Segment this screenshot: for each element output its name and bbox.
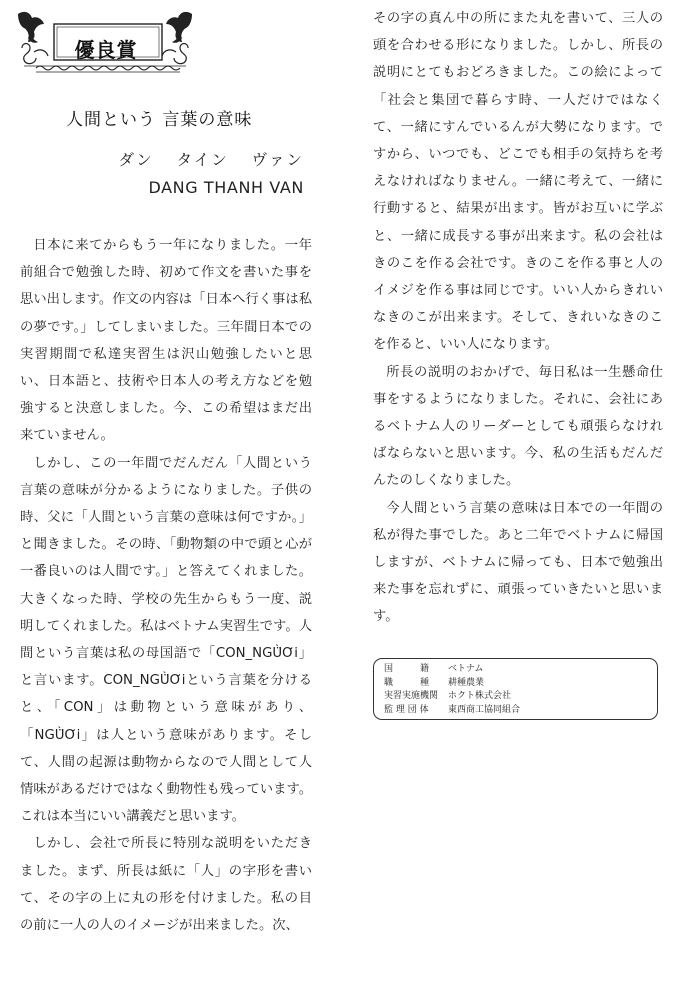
author-info-box: [373, 658, 658, 720]
left-column: [20, 232, 312, 939]
essay-title: 人間という 言葉の意味: [66, 110, 253, 130]
info-label: 国 籍: [384, 664, 430, 674]
award-label: 優良賞: [74, 38, 138, 62]
info-value: ホクト株式会社: [448, 691, 512, 701]
dove-left-icon: [18, 12, 44, 43]
info-row-nationality: [384, 663, 647, 677]
info-value: 耕種農業: [448, 677, 485, 688]
info-row-training-org: [384, 690, 647, 704]
info-label: 監 理 団 体: [384, 704, 429, 715]
info-row-supervising-org: [384, 704, 647, 718]
info-row-occupation: [384, 677, 647, 691]
author-name-kana: ダン タイン ヴァン: [118, 151, 304, 169]
chain-border: [36, 66, 180, 72]
paragraph: 日本に来てからもう一年になりました。一年前組合で勉強した時、初めて作文を書いた事を思い出します。作文の内容は「日本へ行く事は私の夢です。」してしまいました。三年間日本での実習期間で私達実習生は沢山勉強したいと思い、日本語と、技術や日本人の考え方などを勉強すると決意しました。今、この希望はまだ出来ていません。: [20, 238, 312, 444]
right-column: [373, 5, 663, 631]
info-value: ベトナム: [448, 664, 484, 674]
author-name-latin: DANG THANH VAN: [148, 178, 304, 197]
paragraph: 所長の説明のおかげで、毎日私は一生懸命仕事をするようになりました。それに、会社にあるベトナム人のリーダーとしても頑張らなければならないと思います。今、私の生活もだんだんたのしくなりました。: [373, 364, 663, 489]
paragraph: その字の真ん中の所にまた丸を書いて、三人の頭を合わせる形になりました。しかし、所長の説明にとてもおどろきました。この絵によって「社会と集団で暮らす時、一人だけではなくて、一緒にすんでいるんが大勢になります。ですから、いつでも、どこでも相手の気持ちを考えなければなりません。一緒に考えて、一緒に行動すると、結果が出ます。皆がお互いに学ぶと、一緒に成長する事が出来ます。私の会社はきのこを作る会社です。きのこを作る事と人のイメジを作る事は同じです。いい人からきれいなきのこが出来ます。そして、きれいなきのこを作ると、いい人になります。: [373, 11, 663, 353]
award-badge: [14, 8, 196, 74]
dove-right-icon: [166, 12, 192, 43]
paragraph: 今人間という言葉の意味は日本での一年間の私が得た事でした。あと二年でベトナムに帰国しますが、ベトナムに帰っても、日本で勉強出来た事を忘れずに、頑張っていきたいと思います。: [373, 500, 663, 625]
info-label: 職 種: [384, 677, 430, 688]
info-value: 東西商工協同組合: [448, 704, 521, 715]
paragraph: しかし、会社で所長に特別な説明をいただきました。まず、所長は紙に「人」の字形を書いて、その字の上に丸の形を付けました。私の目の前に一人の人のイメージが出来ました。次、: [20, 836, 312, 934]
info-label: 実習実施機関: [384, 691, 439, 701]
paragraph: しかし、この一年間でだんだん「人間という言葉の意味が分かるようになりました。子供の時、父に「人間という言葉の意味は何ですか。」と聞きました。その時、「動物類の中で頭と心が一番良いのは人間です。」と答えてくれました。大きくなった時、学校の先生からもう一度、説明してくれました。私はベトナム実習生です。人間という言葉は私の母国語で「CON_NGÙ̈Ơi」と言います。CON_NGÙ̈Ơiという言葉を分けると、「CON」は動物という意味があり、「NGÙ̈Ơi」は人という意味があります。そして、人間の起源は動物からなので人間として人情味があるだけではなく動物性も残っています。これは本当にいい講義だと思います。: [20, 455, 312, 825]
